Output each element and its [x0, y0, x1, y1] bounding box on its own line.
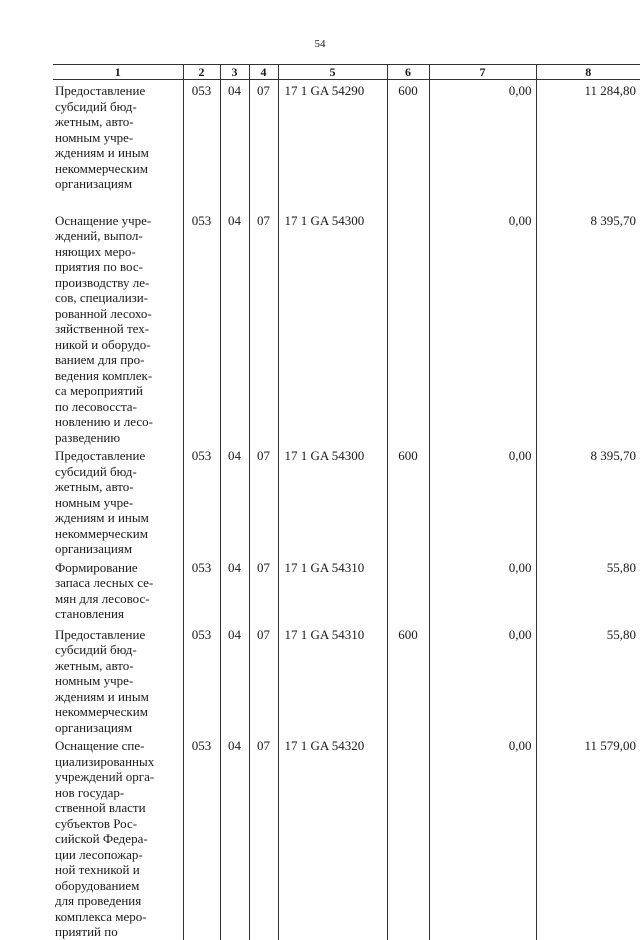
row-target-article: 17 1 GA 54310: [278, 557, 387, 624]
header-cell-5: 5: [278, 65, 387, 80]
row-ministry-code: 053: [183, 210, 220, 446]
row-subsection-code: 07: [249, 735, 278, 940]
row-name-line: Предоставление: [55, 83, 146, 98]
row-section-code: 04: [220, 210, 249, 446]
row-name-line: некоммерческим: [55, 525, 148, 541]
row-section-code: 04: [220, 624, 249, 736]
header-row: [53, 65, 640, 80]
row-expense-type: [387, 210, 429, 446]
table-row: [53, 210, 640, 446]
row-name-line: ждениям и иным: [55, 145, 149, 160]
row-target-article: 17 1 GA 54290: [278, 80, 387, 210]
row-name-line: ной техникой и: [55, 862, 140, 877]
row-subsection-code: 07: [249, 210, 278, 446]
row-name-line: мян для лесовос-: [55, 590, 150, 606]
row-amount-col7: 0,00: [429, 557, 536, 624]
row-name-line: организациям: [55, 719, 133, 735]
row-name-line: ждениям и иным: [55, 688, 149, 704]
row-expense-type: 600: [387, 445, 429, 557]
row-amount-col8: 11 579,00: [536, 735, 640, 940]
row-subsection-code: 07: [249, 624, 278, 736]
header-cell-1: 1: [53, 65, 183, 80]
row-name-line: комплекса меро-: [55, 908, 147, 924]
header-cell-3: 3: [220, 65, 249, 80]
row-section-code: 04: [220, 735, 249, 940]
row-name-line: Оснащение спе-: [55, 738, 145, 753]
row-name-line: Предоставление: [55, 448, 146, 463]
row-name-line: организациям: [55, 176, 133, 191]
row-name-cell: [53, 80, 183, 210]
row-name-line: ведения комплек-: [55, 367, 153, 383]
row-name-line: приятия по вос-: [55, 259, 143, 274]
row-ministry-code: 053: [183, 557, 220, 624]
row-name-line: по лесовосста-: [55, 398, 137, 414]
row-name-line: сов, специализи-: [55, 290, 149, 305]
row-ministry-code: 053: [183, 624, 220, 736]
row-target-article: 17 1 GA 54300: [278, 210, 387, 446]
row-target-article: 17 1 GA 54310: [278, 624, 387, 736]
row-expense-type: 600: [387, 80, 429, 210]
row-name-line: субсидий бюд-: [55, 98, 137, 114]
header-cell-4: 4: [249, 65, 278, 80]
row-expense-type: [387, 735, 429, 940]
row-name-line: са мероприятий: [55, 383, 143, 398]
row-name-line: для проведения: [55, 893, 142, 908]
row-name-line: ждений, выпол-: [55, 228, 143, 243]
header-cell-7: 7: [429, 65, 536, 80]
header-cell-6: 6: [387, 65, 429, 80]
row-name-line: циализированных: [55, 753, 155, 769]
row-name-cell: [53, 735, 183, 940]
row-name-line: никой и оборудо-: [55, 336, 151, 352]
budget-table: [53, 64, 640, 940]
row-name-line: учреждений орга-: [55, 769, 155, 784]
row-amount-col7: 0,00: [429, 80, 536, 210]
row-ministry-code: 053: [183, 445, 220, 557]
row-name-line: субсидий бюд-: [55, 463, 137, 479]
row-name-line: запаса лесных се-: [55, 575, 154, 590]
row-section-code: 04: [220, 80, 249, 210]
row-section-code: 04: [220, 445, 249, 557]
row-name-line: зяйственной тех-: [55, 321, 150, 336]
row-expense-type: 600: [387, 624, 429, 736]
row-name-line: ственной власти: [55, 800, 146, 815]
row-name-line: жетным, авто-: [55, 479, 134, 494]
row-name-line: жетным, авто-: [55, 657, 134, 673]
row-name-cell: [53, 445, 183, 557]
row-name-line: няющих меро-: [55, 243, 136, 259]
row-name-line: номным учре-: [55, 673, 134, 688]
page-number: 54: [314, 38, 326, 50]
row-name-line: рованной лесохо-: [55, 305, 152, 321]
table-row: [53, 735, 640, 940]
row-name-line: номным учре-: [55, 129, 134, 145]
row-amount-col8: 8 395,70: [536, 445, 640, 557]
row-amount-col7: 0,00: [429, 735, 536, 940]
row-name-line: становления: [55, 606, 124, 621]
row-name-line: организациям: [55, 541, 133, 556]
table-row: [53, 445, 640, 557]
row-name-line: некоммерческим: [55, 704, 148, 719]
row-name-line: оборудованием: [55, 877, 140, 893]
row-name-line: некоммерческим: [55, 160, 148, 176]
row-name-line: Формирование: [55, 559, 138, 575]
header-cell-8: 8: [536, 65, 640, 80]
row-name-line: приятий по: [55, 924, 118, 939]
row-name-cell: [53, 557, 183, 624]
row-expense-type: [387, 557, 429, 624]
row-name-line: субсидий бюд-: [55, 642, 137, 657]
row-name-cell: [53, 210, 183, 446]
row-name-line: субъектов Рос-: [55, 815, 138, 831]
table-row: [53, 557, 640, 624]
row-name-line: производству ле-: [55, 274, 150, 290]
row-target-article: 17 1 GA 54320: [278, 735, 387, 940]
row-subsection-code: 07: [249, 557, 278, 624]
row-name-line: разведению: [55, 429, 121, 445]
row-ministry-code: 053: [183, 735, 220, 940]
row-name-line: ждениям и иным: [55, 510, 149, 525]
table-row: [53, 80, 640, 210]
row-section-code: 04: [220, 557, 249, 624]
row-name-line: Предоставление: [55, 626, 146, 642]
row-target-article: 17 1 GA 54300: [278, 445, 387, 557]
row-name-line: ванием для про-: [55, 352, 145, 367]
row-name-line: сийской Федера-: [55, 831, 148, 846]
header-cell-2: 2: [183, 65, 220, 80]
row-name-line: новлению и лесо-: [55, 414, 153, 429]
row-amount-col7: 0,00: [429, 445, 536, 557]
row-subsection-code: 07: [249, 445, 278, 557]
table-row: [53, 624, 640, 736]
row-name-line: Оснащение учре-: [55, 212, 152, 228]
row-name-line: нов государ-: [55, 784, 125, 800]
row-amount-col8: 55,80: [536, 624, 640, 736]
row-amount-col8: 11 284,80: [536, 80, 640, 210]
row-amount-col7: 0,00: [429, 210, 536, 446]
row-name-line: жетным, авто-: [55, 114, 134, 129]
row-ministry-code: 053: [183, 80, 220, 210]
row-amount-col7: 0,00: [429, 624, 536, 736]
row-subsection-code: 07: [249, 80, 278, 210]
row-name-cell: [53, 624, 183, 736]
row-amount-col8: 55,80: [536, 557, 640, 624]
row-name-line: ции лесопожар-: [55, 846, 143, 862]
row-amount-col8: 8 395,70: [536, 210, 640, 446]
row-name-line: номным учре-: [55, 494, 134, 510]
